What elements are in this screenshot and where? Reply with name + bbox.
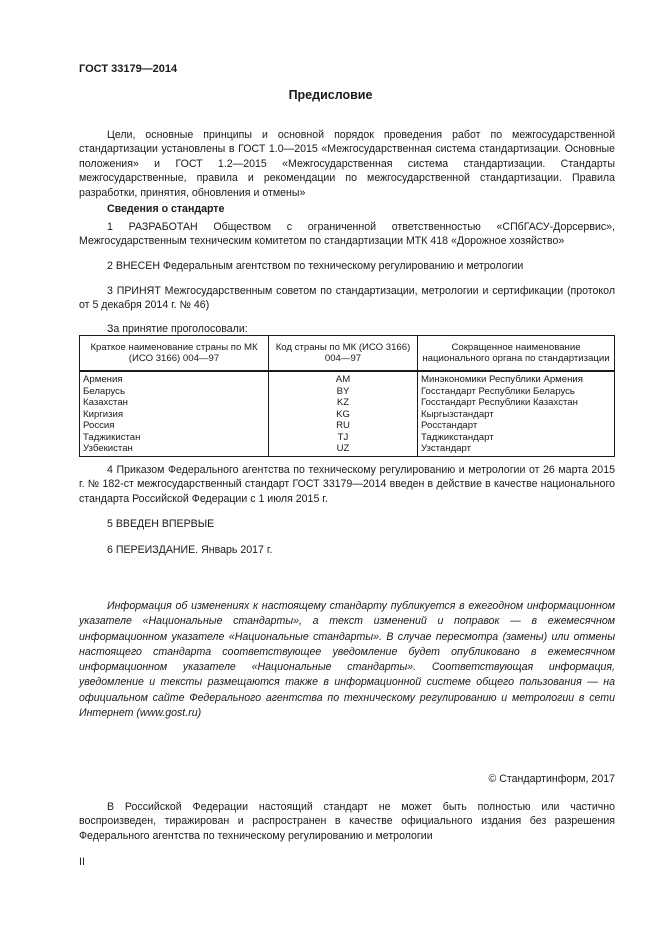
section-title: Сведения о стандарте <box>107 203 225 215</box>
voting-table <box>79 335 615 457</box>
cell-code: KZ <box>269 397 418 409</box>
table-header-body: Сокращенное наименование национального органа по стандартизации <box>418 336 615 372</box>
cell-code: UZ <box>269 443 418 456</box>
document-header: ГОСТ 33179—2014 <box>79 63 178 75</box>
cell-body: Госстандарт Республики Казахстан <box>418 397 615 409</box>
cell-body: Узстандарт <box>418 443 615 456</box>
cell-body: Кыргызстандарт <box>418 409 615 421</box>
cell-country: Казахстан <box>80 397 269 409</box>
cell-code: KG <box>269 409 418 421</box>
table-row <box>80 432 615 444</box>
cell-country: Узбекистан <box>80 443 269 456</box>
table-header-row <box>80 336 615 372</box>
page-number: II <box>79 856 85 868</box>
item-2: 2 ВНЕСЕН Федеральным агентством по техническому регулированию и метрологии <box>107 260 524 272</box>
table-row <box>80 386 615 398</box>
cell-code: BY <box>269 386 418 398</box>
cell-code: AM <box>269 371 418 386</box>
table-header-country: Краткое наименование страны по МК (ИСО 3166) 004—97 <box>80 336 269 372</box>
cell-body: Таджикстандарт <box>418 432 615 444</box>
legal-notice: В Российской Федерации настоящий стандарт не может быть полностью или частично воспроизведен, тиражирован и распространен в качестве официального издания без разрешения Федерального агентства по техническому регулированию и метрологии <box>79 801 615 842</box>
table-row <box>80 443 615 456</box>
copyright: © Стандартинформ, 2017 <box>488 773 615 785</box>
voted-label: За принятие проголосовали: <box>107 323 248 335</box>
item-1: 1 РАЗРАБОТАН Обществом с ограниченной ответственностью «СПбГАСУ-Дорсервис», Межгосударственным техническим комитетом по стандартизации МТК 418 «Дорожное хозяйство» <box>79 221 615 248</box>
item-3: 3 ПРИНЯТ Межгосударственным советом по стандартизации, метрологии и сертификации (протокол от 5 декабря 2014 г. № 46) <box>79 285 615 312</box>
cell-body: Минэкономики Республики Армения <box>418 371 615 386</box>
cell-country: Киргизия <box>80 409 269 421</box>
intro-paragraph: Цели, основные принципы и основной порядок проведения работ по межгосударственной стандартизации установлены в ГОСТ 1.0—2015 «Межгосударственная система стандартизации. Основные положения» и ГОСТ 1.2—2015 «Межгосударственная система стандартизации. Стандарты межгосударственные, правила и рекомендации по межгосударственной стандартизации. Правила разработки, принятия, обновления и отмены» <box>79 129 615 199</box>
page-title: Предисловие <box>288 88 373 102</box>
item-5: 5 ВВЕДЕН ВПЕРВЫЕ <box>107 518 215 530</box>
cell-body: Госстандарт Республики Беларусь <box>418 386 615 398</box>
cell-code: TJ <box>269 432 418 444</box>
table-row <box>80 409 615 421</box>
table-header-code: Код страны по МК (ИСО 3166) 004—97 <box>269 336 418 372</box>
cell-country: Таджикистан <box>80 432 269 444</box>
table-row <box>80 420 615 432</box>
cell-country: Армения <box>80 371 269 386</box>
info-paragraph: Информация об изменениях к настоящему стандарту публикуется в ежегодном информационном указателе «Национальные стандарты», а текст изменений и поправок — в ежемесячном информационном указателе «Национальные стандарты». В случае пересмотра (замены) или отмены настоящего стандарта соответствующее уведомление будет опубликовано в ежемесячном информационном указателе «Национальные стандарты». Соответствующая информация, уведомление и тексты размещаются также в информационной системе общего пользования — на официальном сайте Федерального агентства по техническому регулированию и метрологии в сети Интернет (www.gost.ru) <box>79 600 615 720</box>
cell-code: RU <box>269 420 418 432</box>
table-row <box>80 397 615 409</box>
table-row <box>80 371 615 386</box>
cell-body: Росстандарт <box>418 420 615 432</box>
cell-country: Беларусь <box>80 386 269 398</box>
item-4: 4 Приказом Федерального агентства по техническому регулированию и метрологии от 26 марта 2015 г. № 182-ст межгосударственный стандарт ГОСТ 33179—2014 введен в действие в качестве национального стандарта Российской Федерации с 1 июля 2015 г. <box>79 464 615 505</box>
item-6: 6 ПЕРЕИЗДАНИЕ. Январь 2017 г. <box>107 544 273 556</box>
cell-country: Россия <box>80 420 269 432</box>
